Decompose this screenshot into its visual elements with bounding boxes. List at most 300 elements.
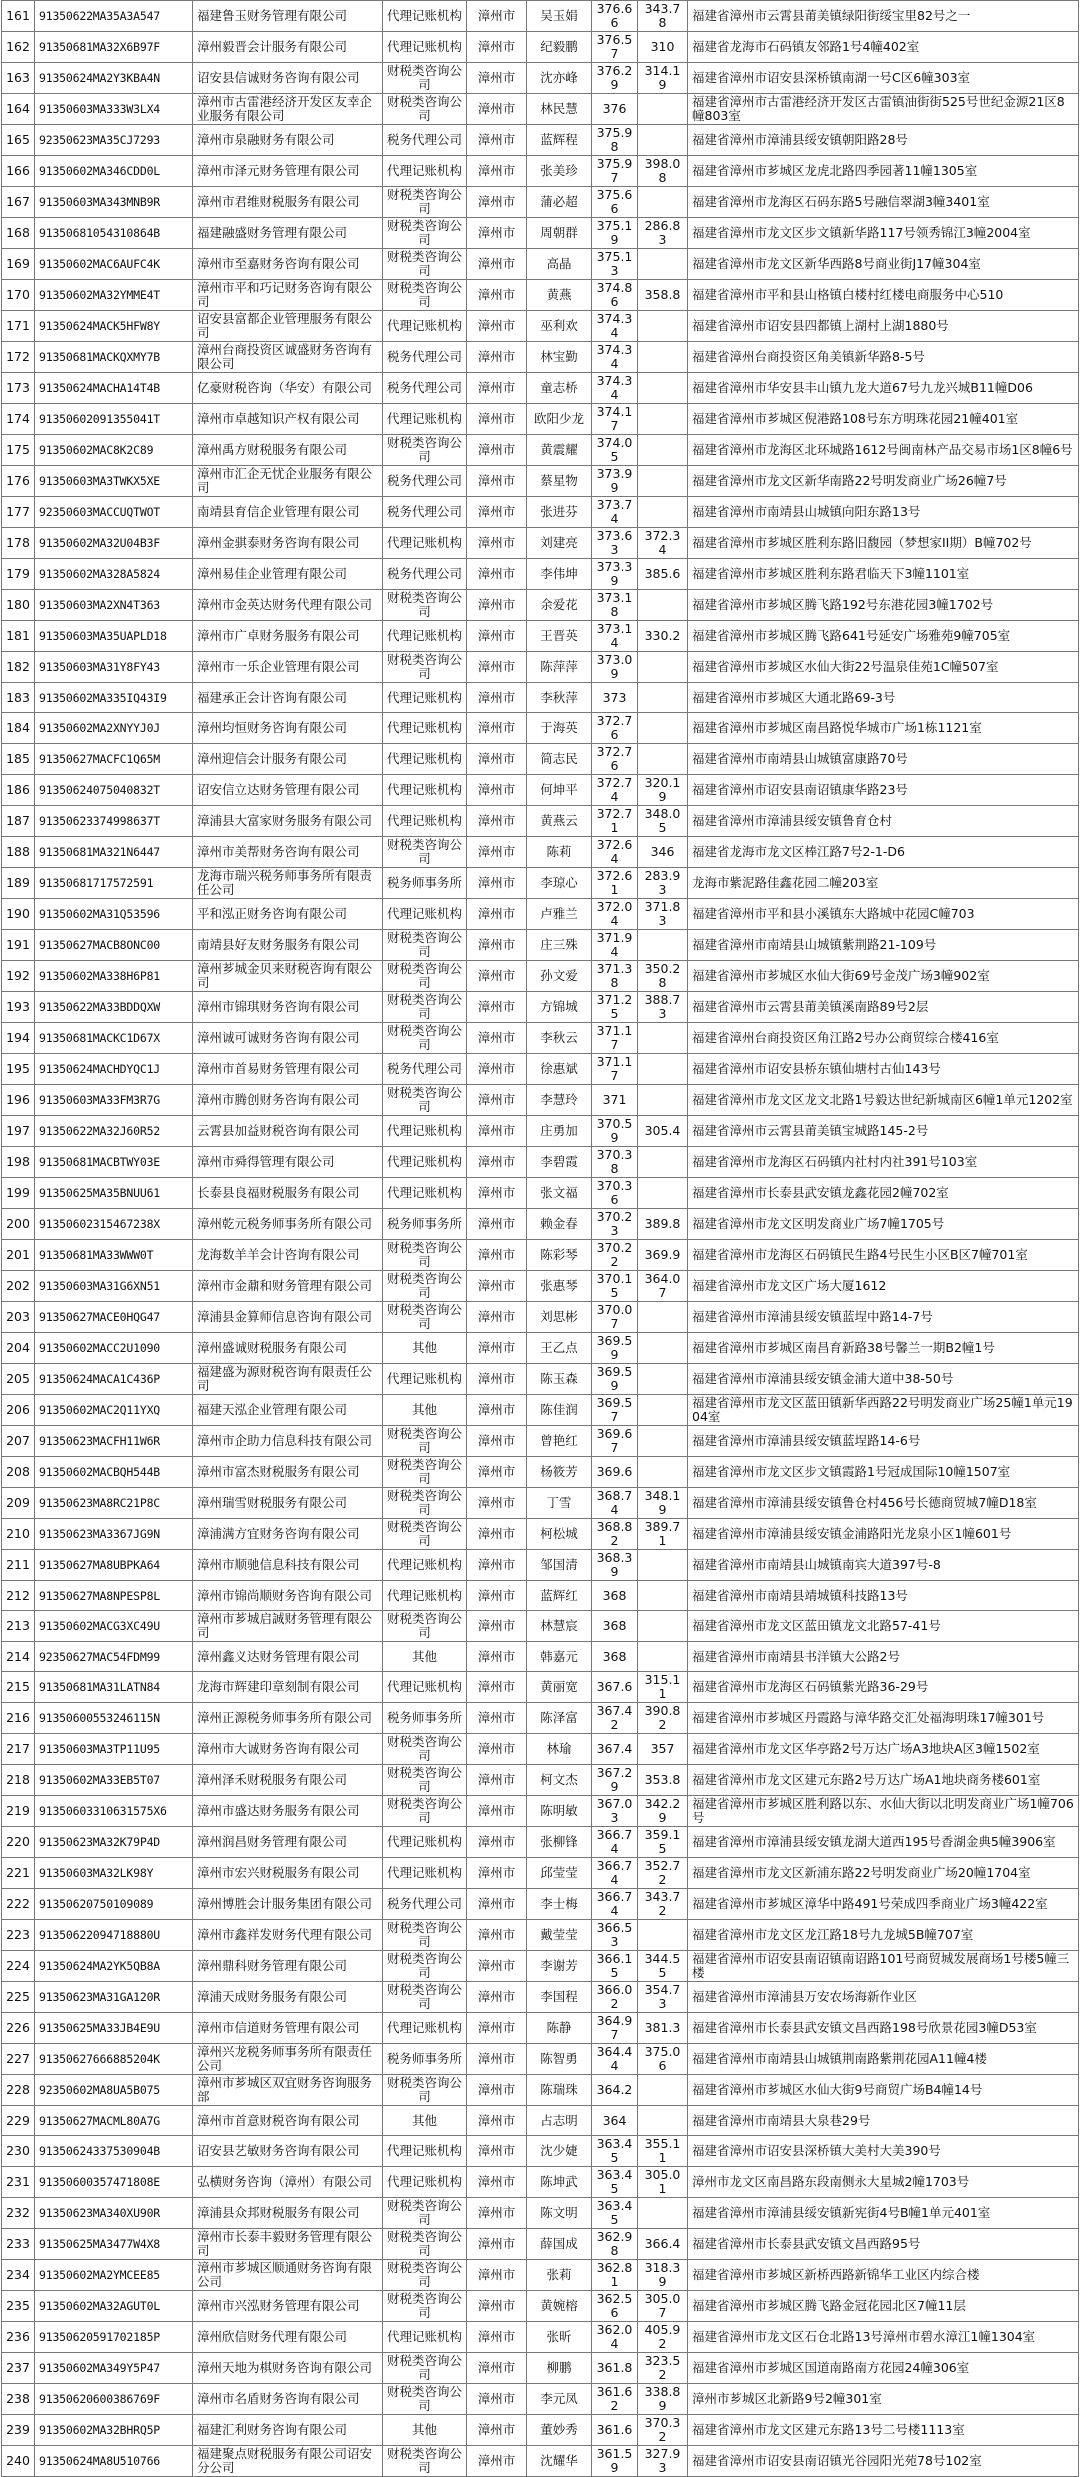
table-row bbox=[2, 1581, 1079, 1611]
city-cell: 漳州市 bbox=[467, 1858, 527, 1889]
row-index-cell: 231 bbox=[2, 2167, 35, 2198]
company-name-cell: 龙海市瑞兴税务师事务所有限责任公司 bbox=[193, 868, 383, 899]
credit-code-cell: 91350603MA33FM3R7G bbox=[35, 1085, 193, 1116]
contact-name-cell: 黄震耀 bbox=[527, 435, 592, 466]
row-index-cell: 234 bbox=[2, 2260, 35, 2291]
prev-score-cell: 353.8 bbox=[638, 1765, 688, 1796]
address-cell: 福建省漳州市古雷港经济开发区古雷镇油街街525号世纪金源21区8幢803室 bbox=[688, 94, 1079, 125]
org-type-cell: 代理记账机构 bbox=[383, 2013, 467, 2044]
credit-code-cell: 91350602MAC6AUFC4K bbox=[35, 249, 193, 280]
org-type-cell: 财税类咨询公司 bbox=[383, 1982, 467, 2013]
row-index-cell: 168 bbox=[2, 218, 35, 249]
credit-code-cell: 91350681717572591 bbox=[35, 868, 193, 899]
org-type-cell: 代理记账机构 bbox=[383, 1858, 467, 1889]
score-cell: 364.44 bbox=[592, 2044, 638, 2075]
city-cell: 漳州市 bbox=[467, 1209, 527, 1240]
contact-name-cell: 卢雅兰 bbox=[527, 899, 592, 930]
row-index-cell: 236 bbox=[2, 2322, 35, 2353]
company-name-cell: 漳州市至嘉财务咨询有限公司 bbox=[193, 249, 383, 280]
score-cell: 375.66 bbox=[592, 187, 638, 218]
row-index-cell: 210 bbox=[2, 1519, 35, 1550]
city-cell: 漳州市 bbox=[467, 1734, 527, 1765]
row-index-cell: 228 bbox=[2, 2075, 35, 2106]
contact-name-cell: 黄燕云 bbox=[527, 806, 592, 837]
city-cell: 漳州市 bbox=[467, 2415, 527, 2446]
credit-code-cell: 91350623MA8RC21P8C bbox=[35, 1488, 193, 1519]
credit-code-cell: 91350624075040832T bbox=[35, 775, 193, 806]
org-type-cell: 税务师事务所 bbox=[383, 868, 467, 899]
org-type-cell: 财税类咨询公司 bbox=[383, 1611, 467, 1642]
credit-code-cell: 91350627MACFC1Q65M bbox=[35, 744, 193, 775]
table-row bbox=[2, 156, 1079, 187]
address-cell: 福建省漳州市诏安县深桥镇大美村大美390号 bbox=[688, 2136, 1079, 2167]
org-type-cell: 财税类咨询公司 bbox=[383, 930, 467, 961]
prev-score-cell: 310 bbox=[638, 32, 688, 63]
company-name-cell: 诏安县艺敏财务咨询有限公司 bbox=[193, 2136, 383, 2167]
city-cell: 漳州市 bbox=[467, 559, 527, 590]
table-row bbox=[2, 1796, 1079, 1827]
credit-code-cell: 91350627MACML80A7G bbox=[35, 2106, 193, 2136]
org-type-cell: 代理记账机构 bbox=[383, 2322, 467, 2353]
credit-code-cell: 91350625MA35BNUU61 bbox=[35, 1178, 193, 1209]
company-name-cell: 诏安信立达财务管理有限公司 bbox=[193, 775, 383, 806]
city-cell: 漳州市 bbox=[467, 1550, 527, 1581]
score-cell: 369.6 bbox=[592, 1457, 638, 1488]
org-type-cell: 财税类咨询公司 bbox=[383, 1240, 467, 1271]
address-cell: 福建省漳州市芗城区大通北路69-3号 bbox=[688, 683, 1079, 713]
contact-name-cell: 董妙秀 bbox=[527, 2415, 592, 2446]
prev-score-cell bbox=[638, 94, 688, 125]
city-cell: 漳州市 bbox=[467, 1178, 527, 1209]
contact-name-cell: 于海英 bbox=[527, 713, 592, 744]
credit-code-cell: 91350624MA2YK5QB8A bbox=[35, 1951, 193, 1982]
table-row bbox=[2, 1147, 1079, 1178]
credit-code-cell: 91350681MACBTWY03E bbox=[35, 1147, 193, 1178]
contact-name-cell: 沈少婕 bbox=[527, 2136, 592, 2167]
score-cell: 362.56 bbox=[592, 2291, 638, 2322]
credit-code-cell: 91350620591702185P bbox=[35, 2322, 193, 2353]
row-index-cell: 181 bbox=[2, 621, 35, 652]
address-cell: 福建省漳州市云霄县莆美镇绿阳街绥宝里82号之一 bbox=[688, 1, 1079, 32]
prev-score-cell bbox=[638, 125, 688, 156]
org-type-cell: 税务师事务所 bbox=[383, 2044, 467, 2075]
table-row bbox=[2, 775, 1079, 806]
score-cell: 366.74 bbox=[592, 1889, 638, 1920]
row-index-cell: 216 bbox=[2, 1703, 35, 1734]
score-cell: 366.02 bbox=[592, 1982, 638, 2013]
address-cell: 福建省漳州市云霄县莆美镇宝城路145-2号 bbox=[688, 1116, 1079, 1147]
address-cell: 福建省漳州市漳浦县绥安镇新宪街4号B幢1单元401室 bbox=[688, 2198, 1079, 2229]
score-cell: 368.82 bbox=[592, 1519, 638, 1550]
row-index-cell: 173 bbox=[2, 373, 35, 404]
address-cell: 福建省漳州市华安县丰山镇九龙大道67号九龙兴城B11幢D06 bbox=[688, 373, 1079, 404]
contact-name-cell: 蓝辉程 bbox=[527, 125, 592, 156]
city-cell: 漳州市 bbox=[467, 1426, 527, 1457]
table-row bbox=[2, 961, 1079, 992]
credit-code-cell: 91350603MA3TWKX5XE bbox=[35, 466, 193, 497]
credit-code-cell: 91350602MA32U04B3F bbox=[35, 528, 193, 559]
city-cell: 漳州市 bbox=[467, 1364, 527, 1395]
prev-score-cell: 389.71 bbox=[638, 1519, 688, 1550]
org-type-cell: 代理记账机构 bbox=[383, 775, 467, 806]
credit-code-cell: 91350602091355041T bbox=[35, 404, 193, 435]
table-row bbox=[2, 1395, 1079, 1426]
prev-score-cell bbox=[638, 1178, 688, 1209]
table-row bbox=[2, 94, 1079, 125]
org-type-cell: 代理记账机构 bbox=[383, 528, 467, 559]
prev-score-cell: 346 bbox=[638, 837, 688, 868]
score-cell: 374.34 bbox=[592, 342, 638, 373]
org-type-cell: 其他 bbox=[383, 1642, 467, 1672]
org-type-cell: 财税类咨询公司 bbox=[383, 249, 467, 280]
credit-code-cell: 91350603MA35UAPLD18 bbox=[35, 621, 193, 652]
contact-name-cell: 庄勇加 bbox=[527, 1116, 592, 1147]
company-name-cell: 漳州市泽元财务管理有限公司 bbox=[193, 156, 383, 187]
org-type-cell: 财税类咨询公司 bbox=[383, 435, 467, 466]
row-index-cell: 175 bbox=[2, 435, 35, 466]
city-cell: 漳州市 bbox=[467, 156, 527, 187]
company-name-cell: 漳州泽禾财税服务有限公司 bbox=[193, 1765, 383, 1796]
city-cell: 漳州市 bbox=[467, 2136, 527, 2167]
row-index-cell: 179 bbox=[2, 559, 35, 590]
contact-name-cell: 张美珍 bbox=[527, 156, 592, 187]
contact-name-cell: 张昕 bbox=[527, 2322, 592, 2353]
company-name-cell: 漳州均恒财务咨询有限公司 bbox=[193, 713, 383, 744]
address-cell: 福建省漳州市龙文区蓝田镇龙文北路57-41号 bbox=[688, 1611, 1079, 1642]
score-cell: 371.25 bbox=[592, 992, 638, 1023]
table-row bbox=[2, 1642, 1079, 1672]
score-cell: 376.66 bbox=[592, 1, 638, 32]
city-cell: 漳州市 bbox=[467, 2291, 527, 2322]
contact-name-cell: 陈静 bbox=[527, 2013, 592, 2044]
row-index-cell: 177 bbox=[2, 497, 35, 528]
credit-code-cell: 91350602MA2XNYYJ0J bbox=[35, 713, 193, 744]
contact-name-cell: 王晋英 bbox=[527, 621, 592, 652]
table-row bbox=[2, 1734, 1079, 1765]
table-row bbox=[2, 342, 1079, 373]
credit-code-cell: 91350622MA33BDDQXW bbox=[35, 992, 193, 1023]
prev-score-cell: 390.82 bbox=[638, 1703, 688, 1734]
prev-score-cell: 352.72 bbox=[638, 1858, 688, 1889]
contact-name-cell: 陈明敏 bbox=[527, 1796, 592, 1827]
org-type-cell: 财税类咨询公司 bbox=[383, 1519, 467, 1550]
score-cell: 375.98 bbox=[592, 125, 638, 156]
credit-code-cell: 91350600553246115N bbox=[35, 1703, 193, 1734]
prev-score-cell: 342.29 bbox=[638, 1796, 688, 1827]
address-cell: 福建省漳州市芗城区南昌育新路38号馨兰一期B2幢1号 bbox=[688, 1333, 1079, 1364]
contact-name-cell: 李秋云 bbox=[527, 1023, 592, 1054]
address-cell: 福建省漳州市龙海区石码镇内社村内社391号103室 bbox=[688, 1147, 1079, 1178]
credit-code-cell: 91350681MA32X6B97F bbox=[35, 32, 193, 63]
table-row bbox=[2, 1457, 1079, 1488]
company-name-cell: 福建盛为源财税咨询有限责任公司 bbox=[193, 1364, 383, 1395]
row-index-cell: 215 bbox=[2, 1672, 35, 1703]
row-index-cell: 183 bbox=[2, 683, 35, 713]
row-index-cell: 237 bbox=[2, 2353, 35, 2384]
credit-code-cell: 91350603MA3TP11U95 bbox=[35, 1734, 193, 1765]
score-cell: 373 bbox=[592, 683, 638, 713]
prev-score-cell: 385.6 bbox=[638, 559, 688, 590]
credit-code-cell: 91350624MA8U510766 bbox=[35, 2446, 193, 2477]
row-index-cell: 170 bbox=[2, 280, 35, 311]
row-index-cell: 214 bbox=[2, 1642, 35, 1672]
org-type-cell: 代理记账机构 bbox=[383, 32, 467, 63]
company-name-cell: 漳州市金英达财务代理有限公司 bbox=[193, 590, 383, 621]
table-row bbox=[2, 2260, 1079, 2291]
address-cell: 福建省漳州市漳浦县绥安镇龙湖大道西195号香湖金典5幢3906室 bbox=[688, 1827, 1079, 1858]
org-type-cell: 财税类咨询公司 bbox=[383, 2075, 467, 2106]
contact-name-cell: 林宝勤 bbox=[527, 342, 592, 373]
credit-code-cell: 92350602MA8UA5B075 bbox=[35, 2075, 193, 2106]
table-row bbox=[2, 2446, 1079, 2477]
table-row bbox=[2, 1920, 1079, 1951]
city-cell: 漳州市 bbox=[467, 1395, 527, 1426]
credit-code-cell: 91350602MA31Q53596 bbox=[35, 899, 193, 930]
org-type-cell: 财税类咨询公司 bbox=[383, 94, 467, 125]
row-index-cell: 191 bbox=[2, 930, 35, 961]
contact-name-cell: 高晶 bbox=[527, 249, 592, 280]
credit-code-cell: 91350622094718880U bbox=[35, 1920, 193, 1951]
address-cell: 福建省漳州市芗城区南昌路悦华城市广场1栋1121室 bbox=[688, 713, 1079, 744]
org-type-cell: 代理记账机构 bbox=[383, 2136, 467, 2167]
credit-code-cell: 91350624MACHA14T4B bbox=[35, 373, 193, 404]
row-index-cell: 188 bbox=[2, 837, 35, 868]
score-cell: 361.62 bbox=[592, 2384, 638, 2415]
org-type-cell: 财税类咨询公司 bbox=[383, 280, 467, 311]
company-name-cell: 漳浦县金算师信息咨询有限公司 bbox=[193, 1302, 383, 1333]
contact-name-cell: 张进芬 bbox=[527, 497, 592, 528]
org-type-cell: 代理记账机构 bbox=[383, 1364, 467, 1395]
score-cell: 367.03 bbox=[592, 1796, 638, 1827]
address-cell: 福建省漳州市南靖县山城镇向阳东路13号 bbox=[688, 497, 1079, 528]
credit-code-cell: 91350627MA8NPESP8L bbox=[35, 1581, 193, 1611]
address-cell: 福建省漳州市芗城区丹霞路与漳华路交汇处福海明珠17幢301号 bbox=[688, 1703, 1079, 1734]
row-index-cell: 162 bbox=[2, 32, 35, 63]
table-row bbox=[2, 1858, 1079, 1889]
score-cell: 372.74 bbox=[592, 775, 638, 806]
row-index-cell: 224 bbox=[2, 1951, 35, 1982]
contact-name-cell: 陈文明 bbox=[527, 2198, 592, 2229]
address-cell: 福建省漳州市平和县山格镇白楼村红楼电商服务中心510 bbox=[688, 280, 1079, 311]
prev-score-cell bbox=[638, 466, 688, 497]
org-type-cell: 税务代理公司 bbox=[383, 466, 467, 497]
credit-code-cell: 91350602MA335IQ43I9 bbox=[35, 683, 193, 713]
table-row bbox=[2, 1519, 1079, 1550]
table-row bbox=[2, 1982, 1079, 2013]
prev-score-cell bbox=[638, 1426, 688, 1457]
score-cell: 364.2 bbox=[592, 2075, 638, 2106]
city-cell: 漳州市 bbox=[467, 1271, 527, 1302]
company-name-cell: 漳州市平和巧记财务咨询有限公司 bbox=[193, 280, 383, 311]
company-name-cell: 弘横财务咨询（漳州）有限公司 bbox=[193, 2167, 383, 2198]
org-type-cell: 财税类咨询公司 bbox=[383, 2384, 467, 2415]
address-cell: 福建省漳州市南靖县山城镇紫荆路21-109号 bbox=[688, 930, 1079, 961]
org-type-cell: 财税类咨询公司 bbox=[383, 2446, 467, 2477]
prev-score-cell bbox=[638, 1085, 688, 1116]
city-cell: 漳州市 bbox=[467, 2260, 527, 2291]
table-row bbox=[2, 2322, 1079, 2353]
contact-name-cell: 黄丽宽 bbox=[527, 1672, 592, 1703]
prev-score-cell bbox=[638, 249, 688, 280]
contact-name-cell: 张文福 bbox=[527, 1178, 592, 1209]
city-cell: 漳州市 bbox=[467, 2384, 527, 2415]
city-cell: 漳州市 bbox=[467, 435, 527, 466]
prev-score-cell bbox=[638, 1395, 688, 1426]
company-name-cell: 漳州市宏兴财税服务有限公司 bbox=[193, 1858, 383, 1889]
city-cell: 漳州市 bbox=[467, 1519, 527, 1550]
city-cell: 漳州市 bbox=[467, 2198, 527, 2229]
prev-score-cell bbox=[638, 1457, 688, 1488]
city-cell: 漳州市 bbox=[467, 1457, 527, 1488]
prev-score-cell: 372.34 bbox=[638, 528, 688, 559]
table-row bbox=[2, 744, 1079, 775]
city-cell: 漳州市 bbox=[467, 1796, 527, 1827]
city-cell: 漳州市 bbox=[467, 63, 527, 94]
company-name-cell: 漳州台商投资区诚盛财务咨询有限公司 bbox=[193, 342, 383, 373]
table-row bbox=[2, 280, 1079, 311]
city-cell: 漳州市 bbox=[467, 806, 527, 837]
credit-code-cell: 91350622MA32J60R52 bbox=[35, 1116, 193, 1147]
company-name-cell: 漳州市顺驰信息科技有限公司 bbox=[193, 1550, 383, 1581]
address-cell: 福建省漳州市诏安县深桥镇南湖一号C区6幢303室 bbox=[688, 63, 1079, 94]
prev-score-cell: 323.52 bbox=[638, 2353, 688, 2384]
contact-name-cell: 陈彩琴 bbox=[527, 1240, 592, 1271]
city-cell: 漳州市 bbox=[467, 1054, 527, 1085]
credit-code-cell: 91350681MACKC1D67X bbox=[35, 1023, 193, 1054]
company-name-cell: 漳州博胜会计服务集团有限公司 bbox=[193, 1889, 383, 1920]
address-cell: 福建省漳州市芗城区腾飞路192号东港花园3幢1702号 bbox=[688, 590, 1079, 621]
table-row bbox=[2, 899, 1079, 930]
table-row bbox=[2, 2229, 1079, 2260]
company-name-cell: 漳州禹方财税服务有限公司 bbox=[193, 435, 383, 466]
city-cell: 漳州市 bbox=[467, 2013, 527, 2044]
city-cell: 漳州市 bbox=[467, 621, 527, 652]
table-row bbox=[2, 652, 1079, 683]
city-cell: 漳州市 bbox=[467, 1611, 527, 1642]
prev-score-cell bbox=[638, 652, 688, 683]
credit-code-cell: 91350623MA3367JG9N bbox=[35, 1519, 193, 1550]
org-type-cell: 财税类咨询公司 bbox=[383, 652, 467, 683]
row-index-cell: 209 bbox=[2, 1488, 35, 1519]
company-name-cell: 漳州市泉融财务有限公司 bbox=[193, 125, 383, 156]
company-name-cell: 亿豪财税咨询（华安）有限公司 bbox=[193, 373, 383, 404]
address-cell: 福建省漳州市诏安县桥东镇仙塘村古仙143号 bbox=[688, 1054, 1079, 1085]
address-cell: 福建省漳州市龙文区步文镇霞路1号冠成国际10幢1507室 bbox=[688, 1457, 1079, 1488]
contact-name-cell: 陈坤武 bbox=[527, 2167, 592, 2198]
address-cell: 福建省漳州市龙文区步文镇新华路117号领秀锦江3幢2004室 bbox=[688, 218, 1079, 249]
company-name-cell: 漳州市兴泓财务管理有限公司 bbox=[193, 2291, 383, 2322]
city-cell: 漳州市 bbox=[467, 1642, 527, 1672]
company-name-cell: 漳州市古雷港经济开发区友幸企业服务有限公司 bbox=[193, 94, 383, 125]
row-index-cell: 208 bbox=[2, 1457, 35, 1488]
city-cell: 漳州市 bbox=[467, 2167, 527, 2198]
credit-code-cell: 91350602MACG3XC49U bbox=[35, 1611, 193, 1642]
city-cell: 漳州市 bbox=[467, 683, 527, 713]
credit-code-cell: 91350603MA31G6XN51 bbox=[35, 1271, 193, 1302]
address-cell: 福建省漳州市芗城区龙虎北路四季园著11幢1305室 bbox=[688, 156, 1079, 187]
prev-score-cell: 381.3 bbox=[638, 2013, 688, 2044]
address-cell: 福建省漳州市南靖县山城镇富康路70号 bbox=[688, 744, 1079, 775]
credit-code-cell: 91350602MACBQH544B bbox=[35, 1457, 193, 1488]
prev-score-cell bbox=[638, 1920, 688, 1951]
score-cell: 370.59 bbox=[592, 1116, 638, 1147]
score-cell: 375.19 bbox=[592, 218, 638, 249]
address-cell: 福建省漳州市漳浦县绥安镇蓝埕路14-6号 bbox=[688, 1426, 1079, 1457]
row-index-cell: 194 bbox=[2, 1023, 35, 1054]
org-type-cell: 代理记账机构 bbox=[383, 744, 467, 775]
credit-code-cell: 91350627MACB8ONC00 bbox=[35, 930, 193, 961]
score-cell: 366.15 bbox=[592, 1951, 638, 1982]
prev-score-cell: 357 bbox=[638, 1734, 688, 1765]
city-cell: 漳州市 bbox=[467, 1581, 527, 1611]
address-cell: 福建省漳州台商投资区角美镇新华路8-5号 bbox=[688, 342, 1079, 373]
city-cell: 漳州市 bbox=[467, 2106, 527, 2136]
table-row bbox=[2, 2415, 1079, 2446]
prev-score-cell bbox=[638, 683, 688, 713]
company-name-cell: 福建融盛财务管理有限公司 bbox=[193, 218, 383, 249]
table-row bbox=[2, 1765, 1079, 1796]
contact-name-cell: 周朝群 bbox=[527, 218, 592, 249]
prev-score-cell bbox=[638, 1147, 688, 1178]
table-row bbox=[2, 1889, 1079, 1920]
org-type-cell: 财税类咨询公司 bbox=[383, 837, 467, 868]
company-name-cell: 漳州市企助力信息科技有限公司 bbox=[193, 1426, 383, 1457]
contact-name-cell: 庄三殊 bbox=[527, 930, 592, 961]
contact-name-cell: 邹国清 bbox=[527, 1550, 592, 1581]
contact-name-cell: 林瑜 bbox=[527, 1734, 592, 1765]
address-cell: 福建省漳州台商投资区角江路2号办公商贸综合楼416室 bbox=[688, 1023, 1079, 1054]
company-name-cell: 平和泓正财务咨询有限公司 bbox=[193, 899, 383, 930]
score-cell: 362.04 bbox=[592, 2322, 638, 2353]
city-cell: 漳州市 bbox=[467, 94, 527, 125]
org-type-cell: 财税类咨询公司 bbox=[383, 2229, 467, 2260]
contact-name-cell: 林民慧 bbox=[527, 94, 592, 125]
company-name-cell: 漳州芗城金贝来财税咨询有限公司 bbox=[193, 961, 383, 992]
contact-name-cell: 戴莹莹 bbox=[527, 1920, 592, 1951]
city-cell: 漳州市 bbox=[467, 497, 527, 528]
city-cell: 漳州市 bbox=[467, 1085, 527, 1116]
contact-name-cell: 李士梅 bbox=[527, 1889, 592, 1920]
table-row bbox=[2, 404, 1079, 435]
table-row bbox=[2, 2013, 1079, 2044]
contact-name-cell: 柯文杰 bbox=[527, 1765, 592, 1796]
org-type-cell: 其他 bbox=[383, 1333, 467, 1364]
credit-code-cell: 91350620750109089 bbox=[35, 1889, 193, 1920]
city-cell: 漳州市 bbox=[467, 373, 527, 404]
row-index-cell: 201 bbox=[2, 1240, 35, 1271]
credit-code-cell: 91350681MA33WWW0T bbox=[35, 1240, 193, 1271]
prev-score-cell: 348.05 bbox=[638, 806, 688, 837]
city-cell: 漳州市 bbox=[467, 280, 527, 311]
prev-score-cell: 355.11 bbox=[638, 2136, 688, 2167]
address-cell: 福建省漳州市龙文区龙文北路1号毅达世纪新城南区6幢1单元1202室 bbox=[688, 1085, 1079, 1116]
org-type-cell: 财税类咨询公司 bbox=[383, 2198, 467, 2229]
row-index-cell: 180 bbox=[2, 590, 35, 621]
score-cell: 373.99 bbox=[592, 466, 638, 497]
row-index-cell: 219 bbox=[2, 1796, 35, 1827]
org-type-cell: 财税类咨询公司 bbox=[383, 1920, 467, 1951]
score-cell: 362.81 bbox=[592, 2260, 638, 2291]
row-index-cell: 203 bbox=[2, 1302, 35, 1333]
prev-score-cell: 286.83 bbox=[638, 218, 688, 249]
prev-score-cell bbox=[638, 2075, 688, 2106]
address-cell: 福建省漳州市芗城区腾飞路金冠花园北区7幢11层 bbox=[688, 2291, 1079, 2322]
city-cell: 漳州市 bbox=[467, 2044, 527, 2075]
credit-code-cell: 91350623MA31GA120R bbox=[35, 1982, 193, 2013]
company-name-cell: 漳州市舜得管理有限公司 bbox=[193, 1147, 383, 1178]
org-type-cell: 代理记账机构 bbox=[383, 1672, 467, 1703]
prev-score-cell: 370.32 bbox=[638, 2415, 688, 2446]
